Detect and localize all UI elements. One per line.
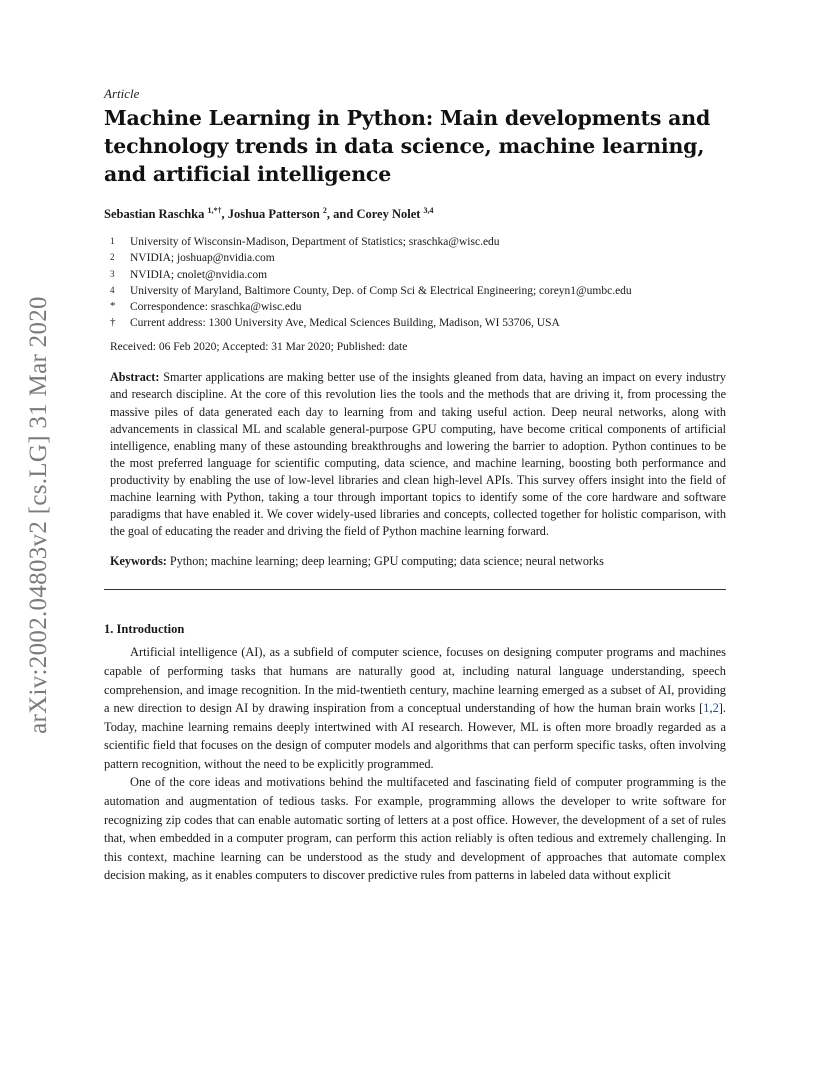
paragraph-text: Artificial intelligence (AI), as a subfield of computer science, focuses on designing computer programs and machines capable of performing tasks that humans are naturally good at, including natural language understanding, speech comprehension, and image recognition. In the mid-twentieth century, machine learning emerged as a subset of AI, providing a new direction to design AI by drawing inspiration from a conceptual understanding of how the human brain works [ [104, 645, 726, 716]
section-divider [104, 589, 726, 590]
citation-link[interactable]: 1 [703, 701, 710, 716]
author-affil-marks: 2 [322, 206, 327, 215]
affiliation-item [110, 250, 726, 266]
affiliation-mark: 4 [110, 284, 115, 295]
paper-title: Machine Learning in Python: Main developments and technology trends in data science, machine learning, and artificial intelligence [104, 106, 711, 186]
affiliation-mark: * [110, 299, 116, 312]
author-affil-marks: 3,4 [423, 206, 434, 215]
affiliation-item [110, 315, 726, 331]
arxiv-sidebar-stamp [14, 265, 64, 765]
abstract [110, 369, 726, 540]
author-name: Sebastian Raschka [104, 207, 205, 222]
affiliation-item [110, 299, 726, 315]
citation-separator: , [709, 701, 713, 716]
abstract-label: Abstract: [110, 370, 160, 385]
affiliation-text: Current address: 1300 University Ave, Medical Sciences Building, Madison, WI 53706, USA [130, 317, 560, 330]
affiliation-text: Correspondence: sraschka@wisc.edu [130, 300, 302, 313]
paper-first-page [104, 86, 726, 885]
affiliation-text: University of Maryland, Baltimore County, Dep. of Comp Sci & Electrical Engineering; coreyn1@umbc.edu [130, 284, 632, 297]
keywords-label: Keywords: [110, 554, 167, 569]
author-affil-marks: 1,*† [207, 206, 222, 215]
paragraph-text: ]. Today, machine learning remains deeply intertwined with AI research. However, ML is often more broadly regarded as a scientific field that focuses on the design of computer models and algorithms that can perform specific tasks, often involving pattern recognition, without the need to be explicitly programmed. [104, 701, 726, 771]
abstract-text: Smarter applications are making better use of the insights gleaned from data, having an impact on every industry and research discipline. At the core of this revolution lies the tools and the methods that are driving it, from processing the massive piles of data generated each day to learning from and taking useful action. Deep neural networks, along with advancements in classical ML and scalable general-purpose GPU computing, have become critical components of artificial intelligence, enabling many of these astounding breakthroughs and lowering the barrier to adoption. Python continues to be the most preferred language for scientific computing, data science, and machine learning, boosting both performance and productivity by enabling the use of low-level libraries and clean high-level APIs. This survey offers insight into the field of machine learning with Python, taking a tour through important topics to identify some of the core hardware and software paradigms that have enabled it. We cover widely-used libraries and concepts, collected together for holistic comparison, with the goal of educating the reader and driving the field of Python machine learning forward. [110, 370, 726, 539]
affiliation-mark: 3 [110, 268, 115, 279]
body-paragraph: One of the core ideas and motivations behind the multifaceted and fascinating field of computer programming is the automation and augmentation of tedious tasks. For example, programming allows the developer to write software for recognizing zip codes that can enable automatic sorting of letters at a post office. However, the development of a set of rules that, when embedded in a computer program, can perform this action reliably is often tedious and extremely challenging. In this context, machine learning can be understood as the study and development of approaches that automate complex decision making, as it enables computers to discover predictive rules from patterns in labeled data without explicit [104, 775, 726, 883]
publication-dates: Received: 06 Feb 2020; Accepted: 31 Mar 2020; Published: date [110, 341, 408, 354]
author-separator: , [221, 207, 228, 222]
affiliation-text: University of Wisconsin-Madison, Department of Statistics; sraschka@wisc.edu [130, 236, 500, 249]
keywords [110, 554, 726, 569]
affiliation-text: NVIDIA; joshuap@nvidia.com [130, 252, 275, 265]
affiliation-item [110, 234, 726, 250]
author-separator: , and [326, 207, 357, 222]
affiliation-list [110, 234, 726, 331]
section-heading: 1. Introduction [104, 622, 185, 637]
article-type-label: Article [104, 86, 140, 101]
affiliation-item [110, 283, 726, 299]
affiliation-mark: † [110, 316, 116, 329]
citation-link[interactable]: 2 [712, 701, 719, 716]
author-name: Joshua Patterson [227, 207, 320, 222]
author-list [104, 206, 726, 222]
affiliation-mark: 1 [110, 236, 115, 247]
body-paragraph [104, 643, 726, 773]
keywords-text: Python; machine learning; deep learning; GPU computing; data science; neural networks [169, 554, 604, 569]
affiliation-text: NVIDIA; cnolet@nvidia.com [130, 268, 268, 281]
author-name: Corey Nolet [356, 207, 421, 222]
arxiv-identifier: arXiv:2002.04803v2 [cs.LG] 31 Mar 2020 [25, 296, 52, 734]
affiliation-item [110, 267, 726, 283]
affiliation-mark: 2 [110, 252, 115, 263]
